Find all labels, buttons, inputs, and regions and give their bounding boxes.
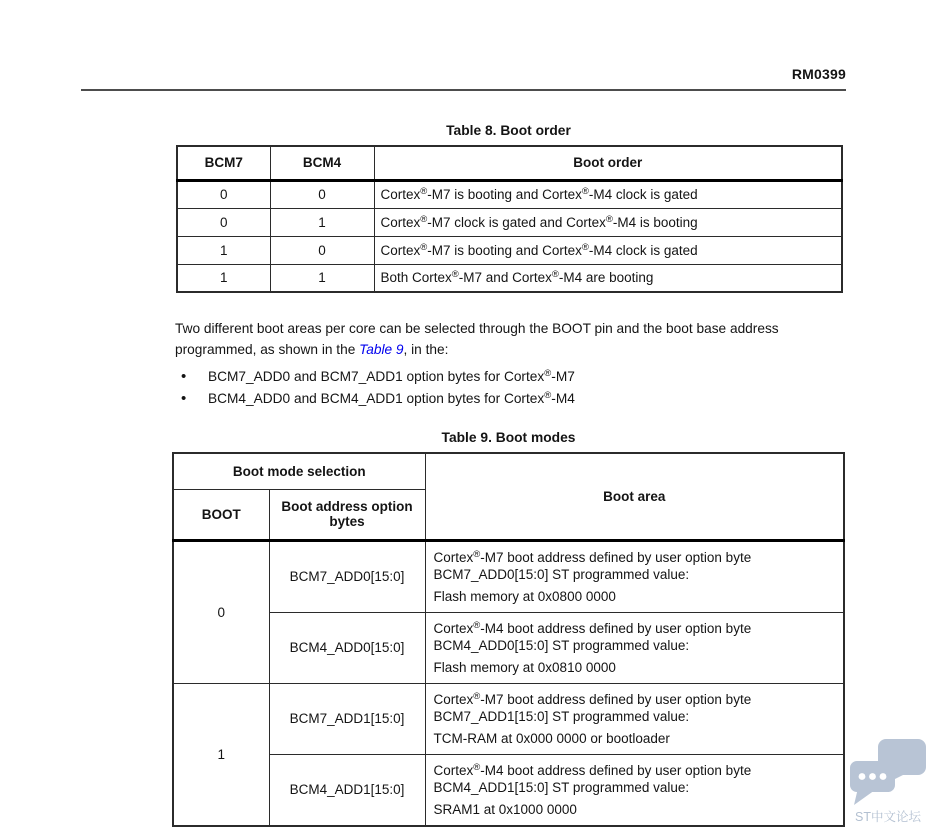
cell-bcm7: 1: [177, 264, 270, 292]
doc-reference-id: RM0399: [791, 66, 846, 82]
bullet-list: [175, 366, 851, 410]
bullet-item: • BCM7_ADD0 and BCM7_ADD1 option bytes for Cortex®-M7: [175, 366, 851, 388]
table-row: [173, 683, 844, 754]
cell-option-byte: BCM4_ADD1[15:0]: [269, 754, 425, 826]
header-divider: [81, 89, 846, 91]
table9-link[interactable]: Table 9: [359, 342, 404, 357]
cell-boot-pin: 0: [173, 540, 269, 683]
boot-area-value: SRAM1 at 0x1000 0000: [433, 801, 577, 817]
boot-area-value: Flash memory at 0x0810 0000: [433, 659, 616, 675]
cell-boot-area: [425, 754, 844, 826]
table-boot-modes: [172, 452, 845, 827]
paragraph-text-after: , in the:: [403, 342, 449, 357]
cell-boot-area: [425, 540, 844, 612]
table-boot-order: [176, 145, 843, 293]
boot-area-value: Flash memory at 0x0800 0000: [433, 588, 616, 604]
body-paragraph: [175, 318, 851, 360]
table9-col-boot-area: Boot area: [425, 453, 844, 540]
boot-area-description: Cortex®-M4 boot address defined by user option byte BCM4_ADD0[15:0] ST programmed value:: [433, 619, 752, 653]
table8-header-row: [177, 146, 842, 180]
boot-area-description: Cortex®-M7 boot address defined by user option byte BCM7_ADD1[15:0] ST programmed value:: [433, 690, 752, 724]
table9-title: Table 9. Boot modes: [441, 430, 576, 445]
cell-option-byte: BCM7_ADD1[15:0]: [269, 683, 425, 754]
table-row: [177, 180, 842, 208]
table8-col-bcm4: BCM4: [270, 146, 374, 180]
chat-bubbles-icon: [849, 738, 927, 806]
table9-col-option-bytes: Boot address option bytes: [269, 489, 425, 540]
table8-col-boot-order: Boot order: [374, 146, 842, 180]
cell-boot-order: Both Cortex®-M7 and Cortex®-M4 are booting: [374, 264, 842, 292]
table9-col-boot: BOOT: [173, 489, 269, 540]
table-row: [173, 754, 844, 826]
table8-title: Table 8. Boot order: [446, 123, 571, 138]
table9-col-group-boot-mode-selection: Boot mode selection: [173, 453, 425, 489]
cell-boot-area: [425, 683, 844, 754]
cell-bcm7: 1: [177, 236, 270, 264]
table9-header-group-row: [173, 453, 844, 489]
forum-watermark: [845, 738, 931, 825]
boot-area-description: Cortex®-M4 boot address defined by user option byte BCM4_ADD1[15:0] ST programmed value:: [433, 761, 752, 795]
cell-boot-order: Cortex®-M7 is booting and Cortex®-M4 clock is gated: [374, 180, 842, 208]
table-row: [177, 264, 842, 292]
paragraph-text-before: Two different boot areas per core can be selected through the BOOT pin and the boot base address programmed, as shown in the: [175, 321, 779, 357]
cell-bcm4: 1: [270, 264, 374, 292]
cell-boot-order: Cortex®-M7 clock is gated and Cortex®-M4 is booting: [374, 208, 842, 236]
table-row: [177, 208, 842, 236]
cell-boot-order: Cortex®-M7 is booting and Cortex®-M4 clock is gated: [374, 236, 842, 264]
watermark-label: ST中文论坛: [855, 810, 921, 824]
cell-bcm7: 0: [177, 208, 270, 236]
bullet-item: • BCM4_ADD0 and BCM4_ADD1 option bytes for Cortex®-M4: [175, 388, 851, 410]
table-row: [177, 236, 842, 264]
boot-area-description: Cortex®-M7 boot address defined by user option byte BCM7_ADD0[15:0] ST programmed value:: [433, 548, 752, 582]
table-row: [173, 612, 844, 683]
table8-col-bcm7: BCM7: [177, 146, 270, 180]
cell-bcm7: 0: [177, 180, 270, 208]
cell-boot-area: [425, 612, 844, 683]
cell-bcm4: 1: [270, 208, 374, 236]
cell-bcm4: 0: [270, 180, 374, 208]
boot-area-value: TCM-RAM at 0x000 0000 or bootloader: [433, 730, 670, 746]
cell-bcm4: 0: [270, 236, 374, 264]
cell-option-byte: BCM4_ADD0[15:0]: [269, 612, 425, 683]
table-row: [173, 540, 844, 612]
cell-option-byte: BCM7_ADD0[15:0]: [269, 540, 425, 612]
cell-boot-pin: 1: [173, 683, 269, 826]
